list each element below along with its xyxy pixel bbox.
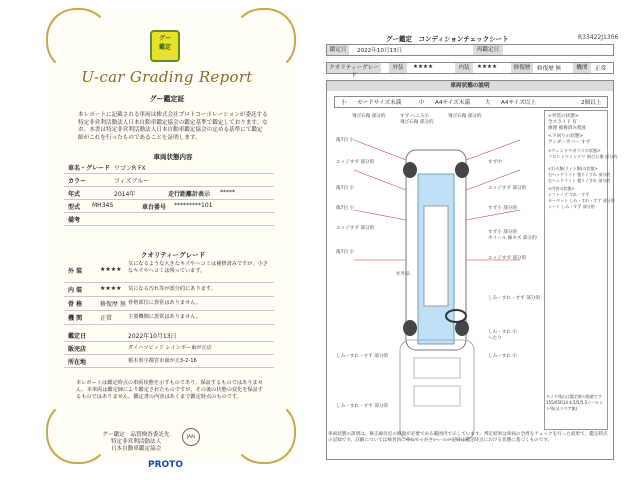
engine-label: 機 関	[68, 315, 83, 322]
quality-table	[326, 62, 614, 79]
inspection-date-value: 2022年10月13日	[128, 333, 177, 340]
inspection-date-label: 鑑定日	[68, 333, 87, 340]
note-5: エッジすず 部分的	[336, 160, 375, 165]
size-mid: 中	[419, 100, 425, 106]
year-row	[64, 186, 274, 200]
engine-row	[64, 310, 274, 325]
exterior-desc: 気になるような大きなキズやヘコミは補修済みですが、小さなキズやヘコミは残っています。	[128, 261, 268, 274]
sheet-interior-stars: ★★★★	[477, 64, 498, 70]
size-large: 大	[485, 100, 491, 106]
date-table	[326, 44, 614, 56]
interior-note-5: しみ・すれ・すず 部分的	[336, 404, 389, 409]
certificate-intro: 本レポートに記載される車両は株式会社プロトコーポレーションが委託する特定非営利活動法人日本自動車鑑定協会の鑑定基準で鑑定しております。なお、本書は特定非営利活動法人日本自動車鑑定協会の定める基準にて鑑定師がこれを行ったものであることを証明します。	[78, 112, 268, 141]
note-11: エッジすず 部分的	[336, 226, 375, 231]
quality-section-heading: クオリティーグレード	[140, 251, 206, 259]
model-row	[64, 199, 274, 213]
note-13: 傷7目 小	[336, 250, 355, 255]
goo-kantei-logo: グー 鑑定	[150, 30, 180, 62]
proto-logo: PROTO	[148, 460, 183, 470]
summary-undercarriage: <下回りの状態> アンダーカバー すず	[548, 134, 591, 145]
interior-note-4: しみ・すれ・すず 部分的	[336, 354, 389, 359]
interior-note-1: しみ・すれ・すず 部分的	[488, 296, 541, 301]
grade-row	[64, 160, 274, 174]
sheet-engine-value: 正常	[595, 66, 607, 72]
jaai-seal: JAAI	[182, 428, 200, 446]
sheet-exterior-label: 外装	[389, 63, 407, 73]
frame-label: 骨 格	[68, 301, 83, 308]
note-2: すず-へこみ小 飛び石傷 部分的	[400, 114, 434, 125]
summary-lights: <灯火類(ライト類)の状態> 右ヘッドライト 曇り / すれ 部分的 左ヘッドライト 曇り / すれ 部分的	[548, 166, 611, 183]
note-7: 傷7目 小	[336, 186, 355, 191]
remarks-row	[64, 212, 274, 226]
color-row	[64, 173, 274, 187]
interior-note-3: しみ・すれ 小	[488, 354, 518, 359]
certificate-title: U-car Grading Report	[81, 68, 253, 86]
color-label: カラー	[68, 178, 87, 185]
sheet-interior-label: 内装	[455, 63, 473, 73]
address-label: 所在地	[68, 359, 87, 366]
frame-value: 修復歴 無	[100, 301, 126, 308]
organization-name: グー鑑定 品質検査委託先 特定非営利活動法人 日本自動車鑑定協会	[102, 432, 170, 452]
frame-number-label: 車台番号	[142, 204, 167, 211]
exterior-stars: ★★★★	[100, 266, 122, 273]
size-large-desc: A4サイズ以上	[501, 100, 536, 106]
note-6: すず中	[488, 160, 502, 165]
frame-number-value: *********101	[174, 202, 213, 209]
interior-stars: ★★★★	[100, 285, 122, 292]
interior-label: 内 装	[68, 287, 83, 294]
sheet-title: グー鑑定 コンディションチェックシート	[386, 35, 509, 43]
note-14: エッジすず 部分的	[488, 256, 527, 261]
year-label: 年式	[68, 191, 81, 198]
certificate-footer-text: 本レポートは鑑定時点の車両状態を示すものであり、保証するものではありません。本車両は鑑定師により鑑定されたものですが、その後の状態の変化を保証するものではありません。鑑定書の内容はあくまで鑑定時点のものです。	[76, 380, 264, 400]
mileage-value: *****	[220, 189, 235, 196]
tire-note: タイヤ残山は鑑定時の数値です 155/65R14 4.5/5/5.5パーセン ト残山(スペア無)	[546, 394, 604, 411]
summary-windows: <ウィンドウガラスの状態> フロントウインドウ 飛び石傷 部分的	[548, 148, 618, 159]
model-label: 型式	[68, 204, 81, 211]
frame-row	[64, 296, 274, 311]
interior-row	[64, 282, 274, 297]
certificate-subtitle: グー鑑定証	[149, 95, 185, 103]
quality-label: クオリティーグレード	[327, 63, 381, 73]
exterior-label: 外 装	[68, 268, 83, 275]
sheet-engine-label: 機関	[573, 63, 591, 73]
summary-interior: <内装の状態> シフトノブ すれ・すず カーペット しみ・すれ・すず 部分的 シート しみ・すず 部分的	[548, 186, 615, 209]
size-small: 小	[341, 100, 347, 106]
address-value: 栃木県宇都宮市東が丘3-2-16	[128, 358, 197, 364]
sheet-number: R33422J1306	[578, 34, 619, 41]
note-4: 傷7目 小	[336, 138, 355, 143]
size-mid-desc: A4サイズ未満	[435, 100, 470, 106]
interior-desc: 気になる汚れ等が部分的にあります。	[128, 286, 216, 292]
sheet-exterior-stars: ★★★★	[413, 64, 434, 70]
sheet-repair-value: 修復歴 無	[537, 66, 562, 72]
interior-note-2: しわ・すれ 小 へたり	[488, 330, 518, 341]
condition-section-heading: 車両状態の説明	[327, 81, 613, 91]
engine-desc: 主要機関に異常はありません。	[128, 314, 201, 320]
vehicle-section-heading: 車両状態内容	[153, 153, 193, 161]
model-value: MH34S	[92, 202, 114, 209]
year-value: 2014年	[114, 191, 136, 198]
store-label: 販売店	[68, 346, 87, 353]
note-8: エッジすず 部分的	[488, 186, 527, 191]
frame-desc: 骨格部位に異常はありません。	[128, 300, 201, 306]
ornament-top-right	[232, 8, 296, 72]
note-15: 社外品	[396, 272, 410, 277]
engine-value: 正常	[100, 315, 113, 322]
grade-value: ワゴンR FX	[114, 165, 146, 172]
grade-label: 車名・グレード	[68, 165, 111, 172]
mileage-label: 走行距離計表示	[168, 191, 211, 198]
store-value: ダイハツビッド レインボー東が丘店	[128, 345, 212, 351]
exterior-row	[64, 260, 274, 283]
sheet-repair-label: 修復歴	[511, 63, 533, 73]
ornament-top-left	[46, 8, 110, 72]
inspection-date-row	[64, 328, 274, 342]
recheck-label: 再鑑定日	[473, 45, 503, 55]
remarks-label: 備考	[68, 217, 81, 224]
note-1: 飛び石傷 部分的	[352, 114, 386, 119]
summary-exterior: <外装の状態> 全スライド 有 修理 補修済み程度	[548, 114, 587, 131]
store-row	[64, 341, 274, 355]
bottom-disclaimer: 車両状態の説明は、修正線付近の修復が必要である範囲内で示しています。判定結果は車両の全周をチェックを行った結果で、鑑定時点の記録です。詳細については検査員に尋ねてください。この記録は鑑定時点における状態に基づくものです。	[328, 432, 608, 443]
date-label: 鑑定日	[327, 45, 349, 55]
note-9: 傷7目 小	[336, 206, 355, 211]
color-value: フィズブルー	[114, 178, 150, 185]
address-row	[64, 354, 274, 368]
size-small-desc: カードサイズ未満	[357, 100, 402, 106]
parts-label: 2個以上	[581, 100, 602, 106]
ornament-bottom-right	[232, 400, 296, 464]
size-legend	[334, 96, 608, 108]
date-value: 2022年10月13日	[357, 48, 403, 54]
note-3: 飛び石傷 部分的	[448, 114, 482, 119]
note-12: すず小 部分的 ホイール 線キズ 部分的	[488, 230, 537, 241]
note-10: すず小 部分的	[488, 206, 518, 211]
